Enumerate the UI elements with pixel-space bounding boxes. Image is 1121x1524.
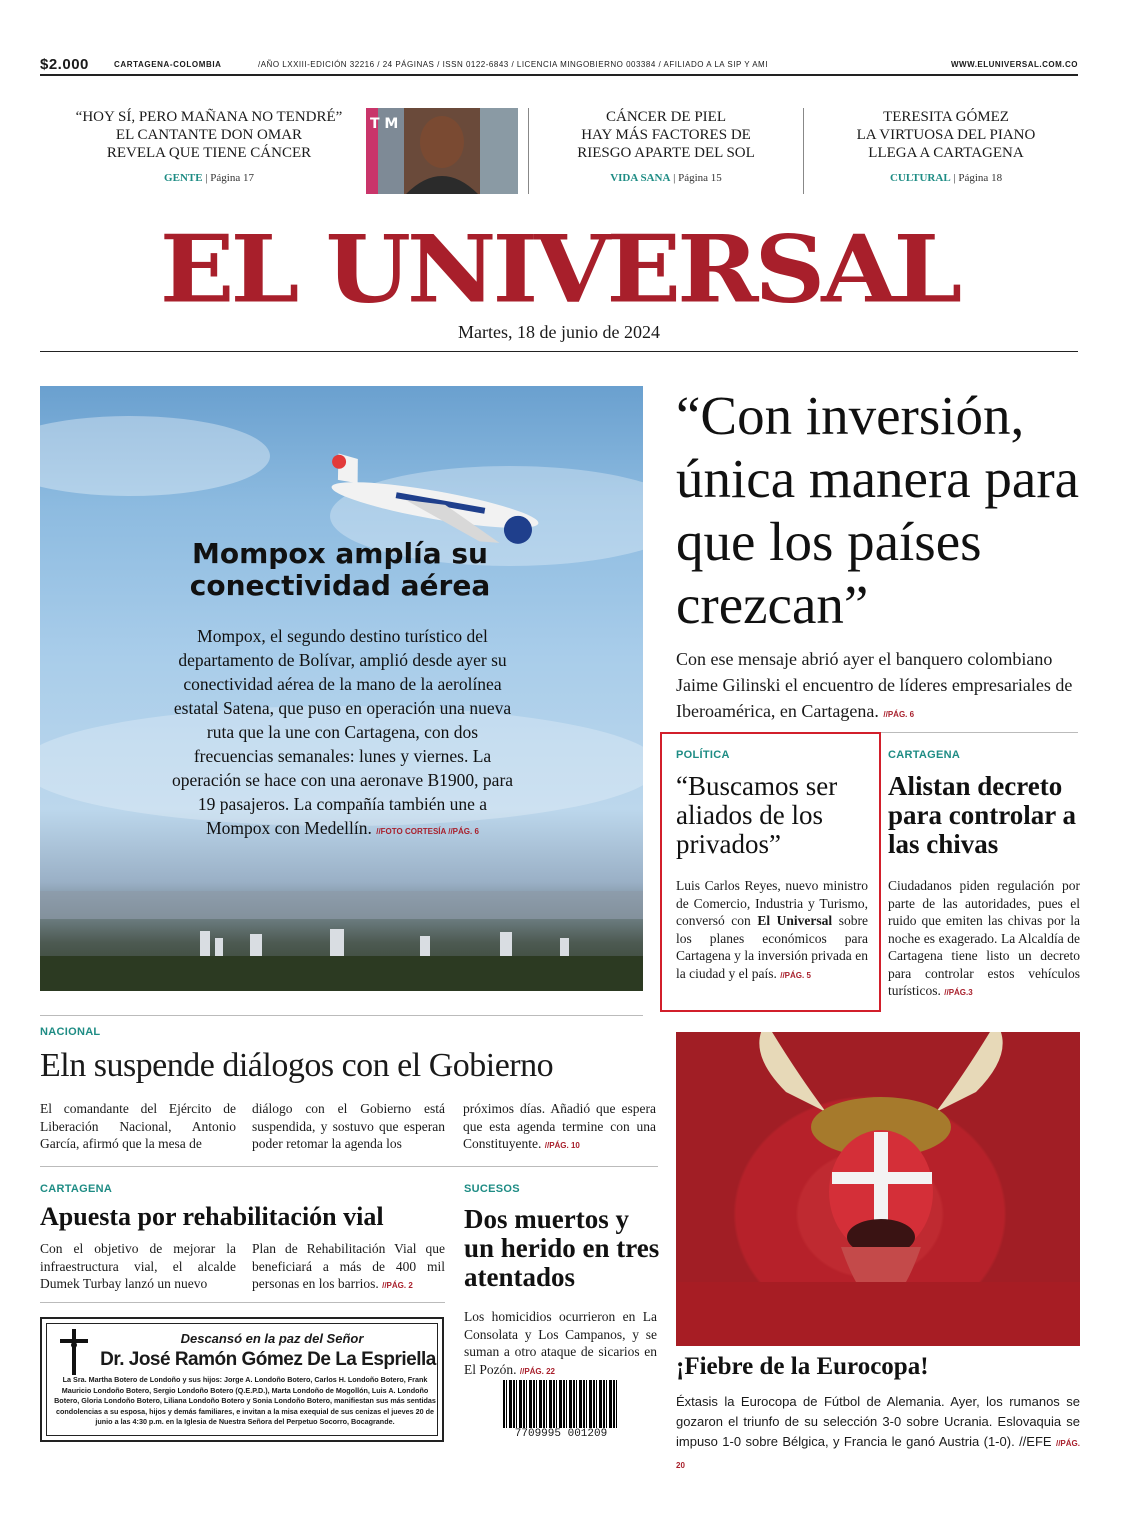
lead-headline[interactable]: “Con inversión, única manera para que los países crezcan” xyxy=(676,385,1080,635)
teaser-vida-sana[interactable] xyxy=(540,108,792,187)
divider xyxy=(528,108,529,194)
city-label: CARTAGENA-COLOMBIA xyxy=(114,60,222,69)
mompox-headline: Mompox amplía su conectividad aérea xyxy=(189,537,491,602)
page-ref: //PÁG. 20 xyxy=(676,1439,1080,1470)
obituary-intro: Descansó en la paz del Señor xyxy=(180,1331,364,1346)
crucifix-icon xyxy=(54,1327,94,1377)
svg-text:T M: T M xyxy=(370,116,399,132)
teaser-line: CÁNCER DE PIEL xyxy=(606,109,726,125)
obituary-name: Dr. José Ramón Gómez De La Espriella xyxy=(100,1349,436,1370)
teaser-cultural[interactable] xyxy=(815,108,1077,187)
photo-credit: //FOTO CORTESÍA //PÁG. 6 xyxy=(376,827,479,836)
teaser-line: TERESITA GÓMEZ xyxy=(883,109,1009,125)
teaser-section: VIDA SANA | Página 15 xyxy=(610,172,722,184)
eln-headline[interactable]: Eln suspende diálogos con el Gobierno xyxy=(40,1047,554,1084)
page-ref: //PÁG. 22 xyxy=(519,1366,555,1376)
teaser-line: RIESGO APARTE DEL SOL xyxy=(577,145,755,161)
teaser-line: “HOY SÍ, PERO MAÑANA NO TENDRÉ” xyxy=(75,109,343,125)
section-label-nacional: NACIONAL xyxy=(40,1026,101,1038)
masthead-rule xyxy=(40,351,1078,352)
barcode-image xyxy=(503,1380,618,1428)
section-label-politica: POLÍTICA xyxy=(676,749,730,761)
sucesos-headline[interactable]: Dos muertos y un herido en tres atentados xyxy=(464,1204,660,1292)
section-label-cartagena: CARTAGENA xyxy=(40,1183,113,1195)
section-rule xyxy=(40,1302,445,1303)
section-rule xyxy=(40,1166,658,1167)
vial-body-col1: Con el objetivo de mejorar la infraestructura vial, el alcalde Dumek Turbay lanzó un nuevo xyxy=(40,1241,236,1291)
teaser-line: REVELA QUE TIENE CÁNCER xyxy=(106,145,312,161)
mompox-body: Mompox, el segundo destino turístico del departamento de Bolívar, amplió desde ayer su conectividad aérea de la mano de la aerolínea estatal Satena, que puso en operación una nueva ruta que la une con Cartagena, con dos frecuencias semanales: lunes y viernes. La operación se hace con una aeronave B1900, para 19 pasajeros. La compañía también une a Mompox con Medellín. //FOTO CORTESÍA //PÁG. 6 xyxy=(171,626,514,838)
page-ref: //PÁG. 2 xyxy=(382,1281,413,1290)
dateline: Martes, 18 de junio de 2024 xyxy=(458,322,660,342)
chivas-body: Ciudadanos piden regulación por parte de las autoridades, pues el ruido que emiten las chivas por la noche es exagerado. La Alcaldía de Cartagena tiene listo un decreto para controlar estos vehículos turísticos. //PÁG.3 xyxy=(888,878,1080,998)
page-ref: //PÁG.3 xyxy=(944,988,973,997)
teaser-gente[interactable] xyxy=(58,108,360,187)
website-link[interactable]: WWW.ELUNIVERSAL.COM.CO xyxy=(951,60,1078,69)
teaser-section: GENTE | Página 17 xyxy=(164,172,254,184)
section-label-cartagena: CARTAGENA xyxy=(888,749,961,761)
price: $2.000 xyxy=(40,56,89,73)
teaser-section: CULTURAL | Página 18 xyxy=(889,172,1003,184)
eln-body-col3: próximos días. Añadió que espera que esta agenda termine con una Constituyente. //PÁG. 10 xyxy=(463,1101,656,1151)
top-info-strip xyxy=(40,58,1078,76)
teaser-line: EL CANTANTE DON OMAR xyxy=(115,127,303,143)
page-ref: //PÁG. 6 xyxy=(883,710,915,719)
section-label-sucesos: SUCESOS xyxy=(464,1183,520,1195)
euro-headline[interactable]: ¡Fiebre de la Eurocopa! xyxy=(676,1353,929,1380)
eln-body-col1: El comandante del Ejército de Liberación Nacional, Antonio García, afirmó que la mesa de xyxy=(40,1101,236,1151)
obituary-text: La Sra. Martha Botero de Londoño y sus hijos: Jorge A. Londoño Botero, Carlos H. Londoño Botero, Frank Mauricio Londoño Botero, Sergio Londoño Botero (Q.E.P.D.), Marta Londoño de Mogollón, Luis A. Londoño Botero, Gloria Londoño Botero, Liliana Londoño Botero y Sonia Londoño Botero, manifiestan sus más sentidas condolencias a su esposa, hijos y demás familiares, e invitan a la misa exequial de sus cenizas el jueves 20 de junio a las 4:30 p.m. en la Iglesia de Nuestra Señora del Perpetuo Socorro, Bocagrande. xyxy=(54,1375,436,1426)
page-ref: //PÁG. 10 xyxy=(544,1141,580,1150)
section-rule xyxy=(40,1015,643,1016)
politica-headline[interactable]: “Buscamos ser aliados de los privados” xyxy=(676,771,838,859)
teaser-line: HAY MÁS FACTORES DE xyxy=(581,127,751,143)
teaser-line: LA VIRTUOSA DEL PIANO xyxy=(856,127,1036,143)
masthead-logo: EL UNIVERSAL xyxy=(159,214,959,325)
eln-body-col2: diálogo con el Gobierno está suspendida, y sostuvo que esperan poder retomar la agenda los xyxy=(252,1101,445,1151)
teaser-line: LLEGA A CARTAGENA xyxy=(868,145,1024,161)
don-omar-photo xyxy=(366,108,518,194)
obituary-notice xyxy=(40,1317,444,1442)
euro-body: Éxtasis la Eurocopa de Fútbol de Alemania. Ayer, los rumanos se gozaron el triunfo de su selección 3-0 sobre Ucrania. Eslovaquia se impuso 1-0 sobre Bélgica, y Francia le ganó Austria (1-0). //EFE //PÁG. 20 xyxy=(676,1394,1080,1470)
vial-body-col2: Plan de Rehabilitación Vial que beneficiará a más de 400 mil personas en los barrios. //PÁG. 2 xyxy=(252,1241,445,1291)
mompox-feature[interactable] xyxy=(40,386,643,991)
chivas-headline[interactable]: Alistan decreto para controlar a las chivas xyxy=(888,771,1076,859)
politica-body: Luis Carlos Reyes, nuevo ministro de Comercio, Industria y Turismo, conversó con El Universal sobre los planes económicos para Cartagena y la inversión privada en la ciudad y el país. //PÁG. 5 xyxy=(676,878,868,981)
edition-meta: /AÑO LXXIII-EDICIÓN 32216 / 24 PÁGINAS / ISSN 0122-6843 / LICENCIA MINGOBIERNO 003384 / AFILIADO A LA SIP Y AMI xyxy=(258,60,768,69)
eurocopa-photo[interactable] xyxy=(676,1032,1080,1346)
lead-body: Con ese mensaje abrió ayer el banquero colombiano Jaime Gilinski el encuentro de líderes empresariales de Iberoamérica, en Cartagena. //PÁG. 6 xyxy=(676,649,1073,721)
sucesos-body: Los homicidios ocurrieron en La Consolata y Los Campanos, y se suman a otro ataque de sicarios en El Pozón. //PÁG. 22 xyxy=(464,1309,657,1377)
page-ref: //PÁG. 5 xyxy=(780,970,811,980)
barcode-number: 7709995 001209 xyxy=(514,1428,608,1440)
vial-headline[interactable]: Apuesta por rehabilitación vial xyxy=(40,1202,384,1231)
portrait-image xyxy=(366,108,518,194)
fan-image xyxy=(676,1032,1080,1346)
divider xyxy=(803,108,804,194)
